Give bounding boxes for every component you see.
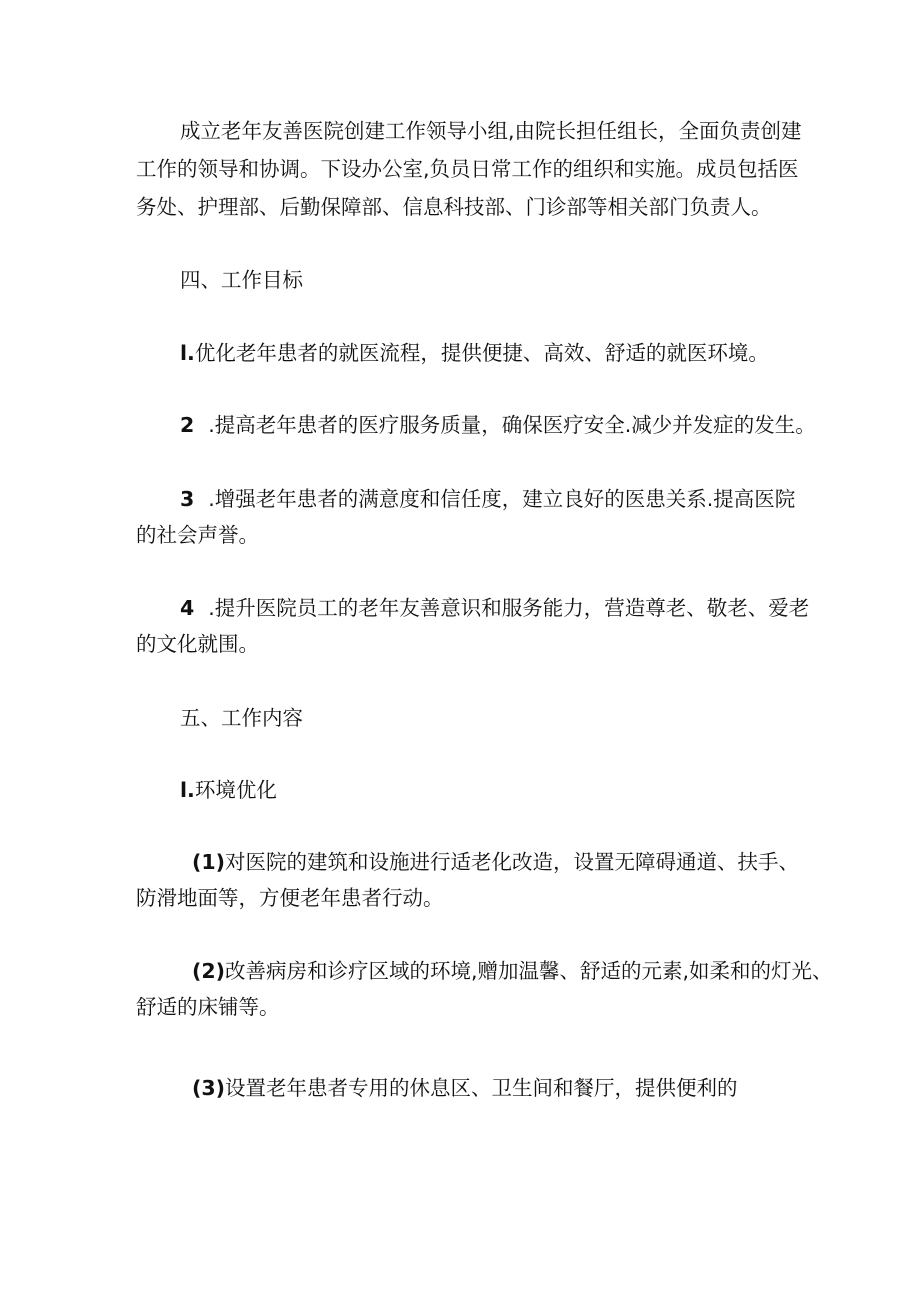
item-number: (3) bbox=[192, 1076, 226, 1100]
item-number: (2) bbox=[192, 959, 226, 983]
item-text-continued: 防滑地面等，方便老年患者行动。 bbox=[136, 886, 444, 910]
item-text-continued: 的文化就围。 bbox=[136, 632, 259, 656]
subheading-number: l. bbox=[180, 778, 195, 802]
section-heading-content: 五、工作内容 bbox=[180, 706, 303, 730]
item-text: 改善病房和诊疗区域的环境,赠加温馨、舒适的元素,如柔和的灯光、 bbox=[225, 959, 833, 983]
item-text: .增强老年患者的满意度和信任度，建立良好的医患关系.提高医院 bbox=[208, 487, 796, 511]
subheading-environment bbox=[180, 780, 277, 801]
paragraph-line: 务处、护理部、后勤保障部、信息科技部、门诊部等相关部门负责人。 bbox=[136, 195, 772, 219]
item-number: 2 bbox=[180, 413, 195, 437]
item-text: .提高老年患者的医疗服务质量，确保医疗安全.减少并发症的发生。 bbox=[208, 413, 816, 437]
item-text: 优化老年患者的就医流程，提供便捷、高效、舒适的就医环境。 bbox=[194, 341, 769, 365]
item-text-continued: 的社会声誉。 bbox=[136, 523, 259, 547]
item-text: .提升医院员工的老年友善意识和服务能力，营造尊老、敬老、爱老 bbox=[208, 596, 810, 620]
item-number: l. bbox=[180, 341, 195, 365]
item-text: 设置老年患者专用的休息区、卫生间和餐厅，提供便利的 bbox=[225, 1076, 738, 1100]
item-text-continued: 舒适的床铺等。 bbox=[136, 995, 280, 1019]
paragraph-line: 成立老年友善医院创建工作领导小组,由院长担任组长，全面负责创建 bbox=[180, 119, 802, 143]
item-number: (1) bbox=[192, 850, 226, 874]
subheading-text: 环境优化 bbox=[194, 778, 277, 802]
item-text: 对医院的建筑和设施进行适老化改造，设置无障碍通道、扶手、 bbox=[225, 850, 800, 874]
item-number: 4 bbox=[180, 596, 195, 620]
section-heading-goals: 四、工作目标 bbox=[180, 268, 303, 292]
paragraph-line: 工作的领导和协调。下设办公室,负员日常工作的组织和实施。成员包括医 bbox=[136, 157, 799, 181]
item-number: 3 bbox=[180, 487, 195, 511]
